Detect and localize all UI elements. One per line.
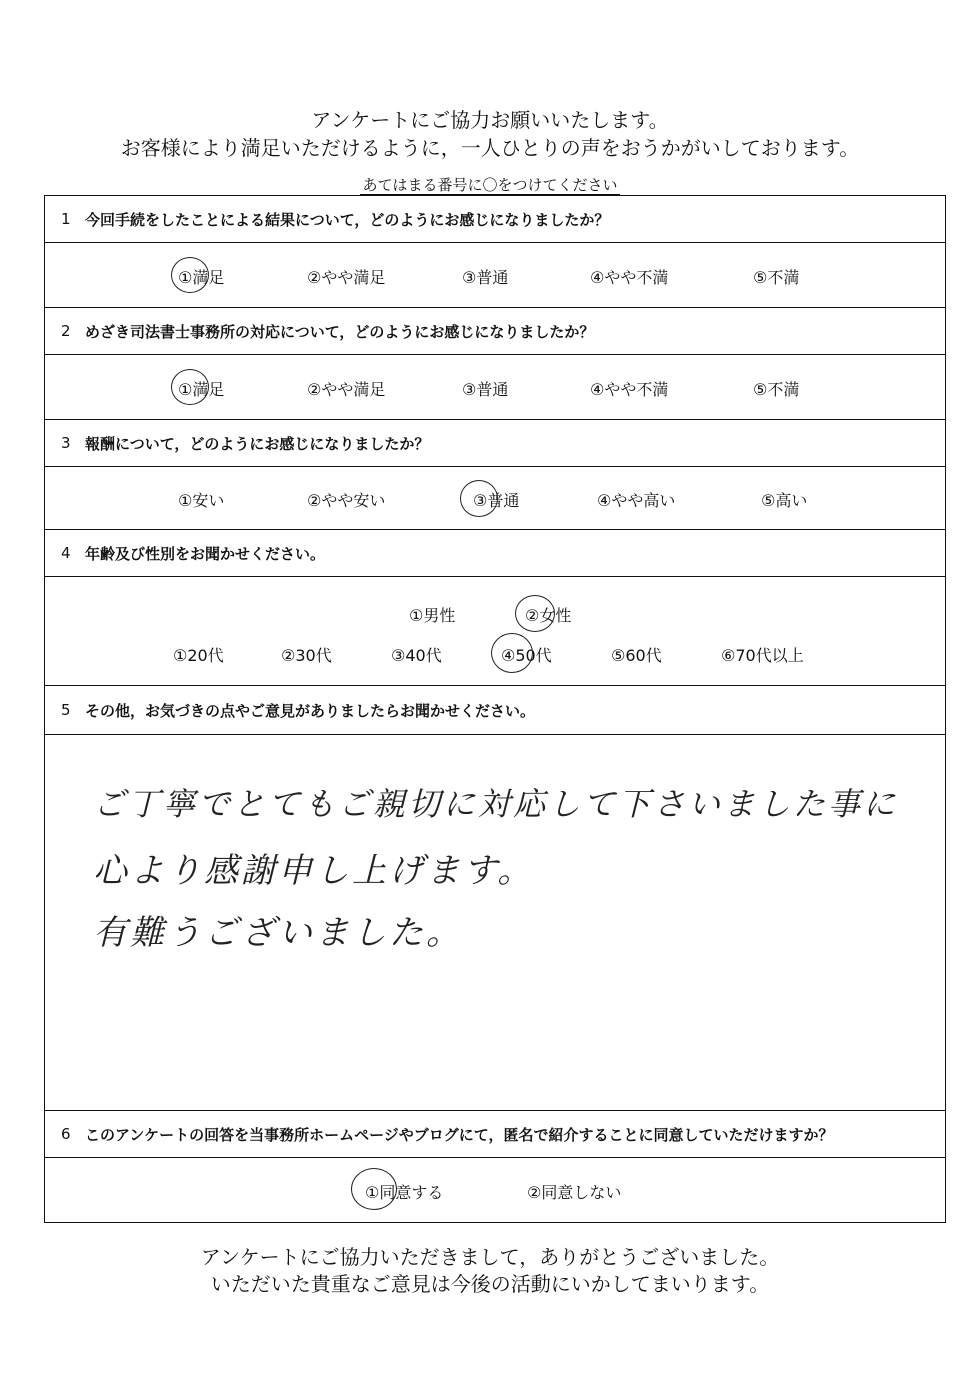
handwritten-line-2: 心より感謝申し上げます。 (93, 851, 535, 891)
question-number: 5 (61, 701, 71, 719)
question-3 (45, 419, 945, 466)
answer-row-3 (45, 466, 945, 529)
question-text: めざき司法書士事務所の対応について，どのようにお感じになりましたか？ (85, 322, 595, 341)
q4-age-4[interactable]: ④50代 (501, 646, 552, 665)
handwritten-line-3: 有難うございました。 (93, 913, 463, 953)
q4-age-1[interactable]: ①20代 (173, 646, 224, 665)
q1-option-2[interactable]: ②やや満足 (307, 268, 386, 287)
q4-age-3[interactable]: ③40代 (391, 646, 442, 665)
question-text: 報酬について，どのようにお感じになりましたか？ (85, 434, 430, 453)
selection-circle (515, 595, 555, 632)
q1-option-5[interactable]: ⑤不満 (753, 268, 800, 287)
q2-option-2[interactable]: ②やや満足 (307, 380, 386, 399)
q2-option-3[interactable]: ③普通 (462, 380, 509, 399)
answer-row-1 (45, 242, 945, 307)
q4-gender-2[interactable]: ②女性 (525, 606, 572, 625)
q6-option-1[interactable]: ①同意する (365, 1183, 444, 1202)
q4-age-5[interactable]: ⑤60代 (611, 646, 662, 665)
selection-circle (351, 1168, 397, 1210)
q3-option-2[interactable]: ②やや安い (307, 491, 386, 510)
question-text: その他，お気づきの点やご意見がありましたらお聞かせください。 (85, 701, 536, 720)
q3-option-1[interactable]: ①安い (178, 491, 225, 510)
question-number: 1 (61, 210, 71, 228)
q2-option-1[interactable]: ①満足 (178, 380, 225, 399)
question-text: このアンケートの回答を当事務所ホームページやブログにて，匿名で紹介することに同意していただけますか？ (85, 1125, 834, 1144)
q3-option-3[interactable]: ③普通 (473, 491, 520, 510)
question-text: 今回手続をしたことによる結果について，どのようにお感じになりましたか？ (85, 210, 610, 229)
question-number: 3 (61, 434, 71, 452)
handwritten-line-1: ご丁寧でとてもご親切に対応して下さいました事に (93, 785, 899, 823)
q1-option-1[interactable]: ①満足 (178, 268, 225, 287)
question-2 (45, 307, 945, 354)
instruction-text: あてはまる番号に〇をつけてください (362, 176, 618, 194)
q2-option-4[interactable]: ④やや不満 (590, 380, 669, 399)
q4-age-2[interactable]: ②30代 (281, 646, 332, 665)
question-number: 2 (61, 322, 71, 340)
selection-circle (171, 369, 209, 405)
question-number: 6 (61, 1125, 71, 1143)
q2-option-5[interactable]: ⑤不満 (753, 380, 800, 399)
question-number: 4 (61, 544, 71, 562)
q3-option-4[interactable]: ④やや高い (597, 491, 676, 510)
intro-line-2: お客様により満足いただけるように，一人ひとりの声をおうかがいしております。 (120, 136, 860, 160)
selection-circle (491, 633, 533, 673)
q6-option-2[interactable]: ②同意しない (527, 1183, 622, 1202)
question-1 (45, 196, 945, 242)
outro-line-1: アンケートにご協力いただきまして，ありがとうございました。 (200, 1245, 780, 1269)
survey-form (44, 195, 946, 1223)
question-text: 年齢及び性別をお聞かせください。 (85, 544, 326, 563)
q3-option-5[interactable]: ⑤高い (761, 491, 808, 510)
q1-option-3[interactable]: ③普通 (462, 268, 509, 287)
selection-circle (171, 257, 209, 293)
question-5 (45, 685, 945, 734)
comment-box[interactable] (45, 734, 945, 1110)
q4-age-6[interactable]: ⑥70代以上 (721, 646, 804, 665)
outro-line-2: いただいた貴重なご意見は今後の活動にいかしてまいります。 (210, 1272, 770, 1296)
answer-row-4 (45, 576, 945, 685)
answer-row-6 (45, 1157, 945, 1222)
question-4 (45, 529, 945, 576)
q4-gender-1[interactable]: ①男性 (409, 606, 456, 625)
instruction (0, 174, 980, 195)
question-6 (45, 1110, 945, 1157)
intro-line-1: アンケートにご協力お願いいたします。 (311, 108, 669, 132)
selection-circle (460, 480, 498, 517)
answer-row-2 (45, 354, 945, 419)
q1-option-4[interactable]: ④やや不満 (590, 268, 669, 287)
